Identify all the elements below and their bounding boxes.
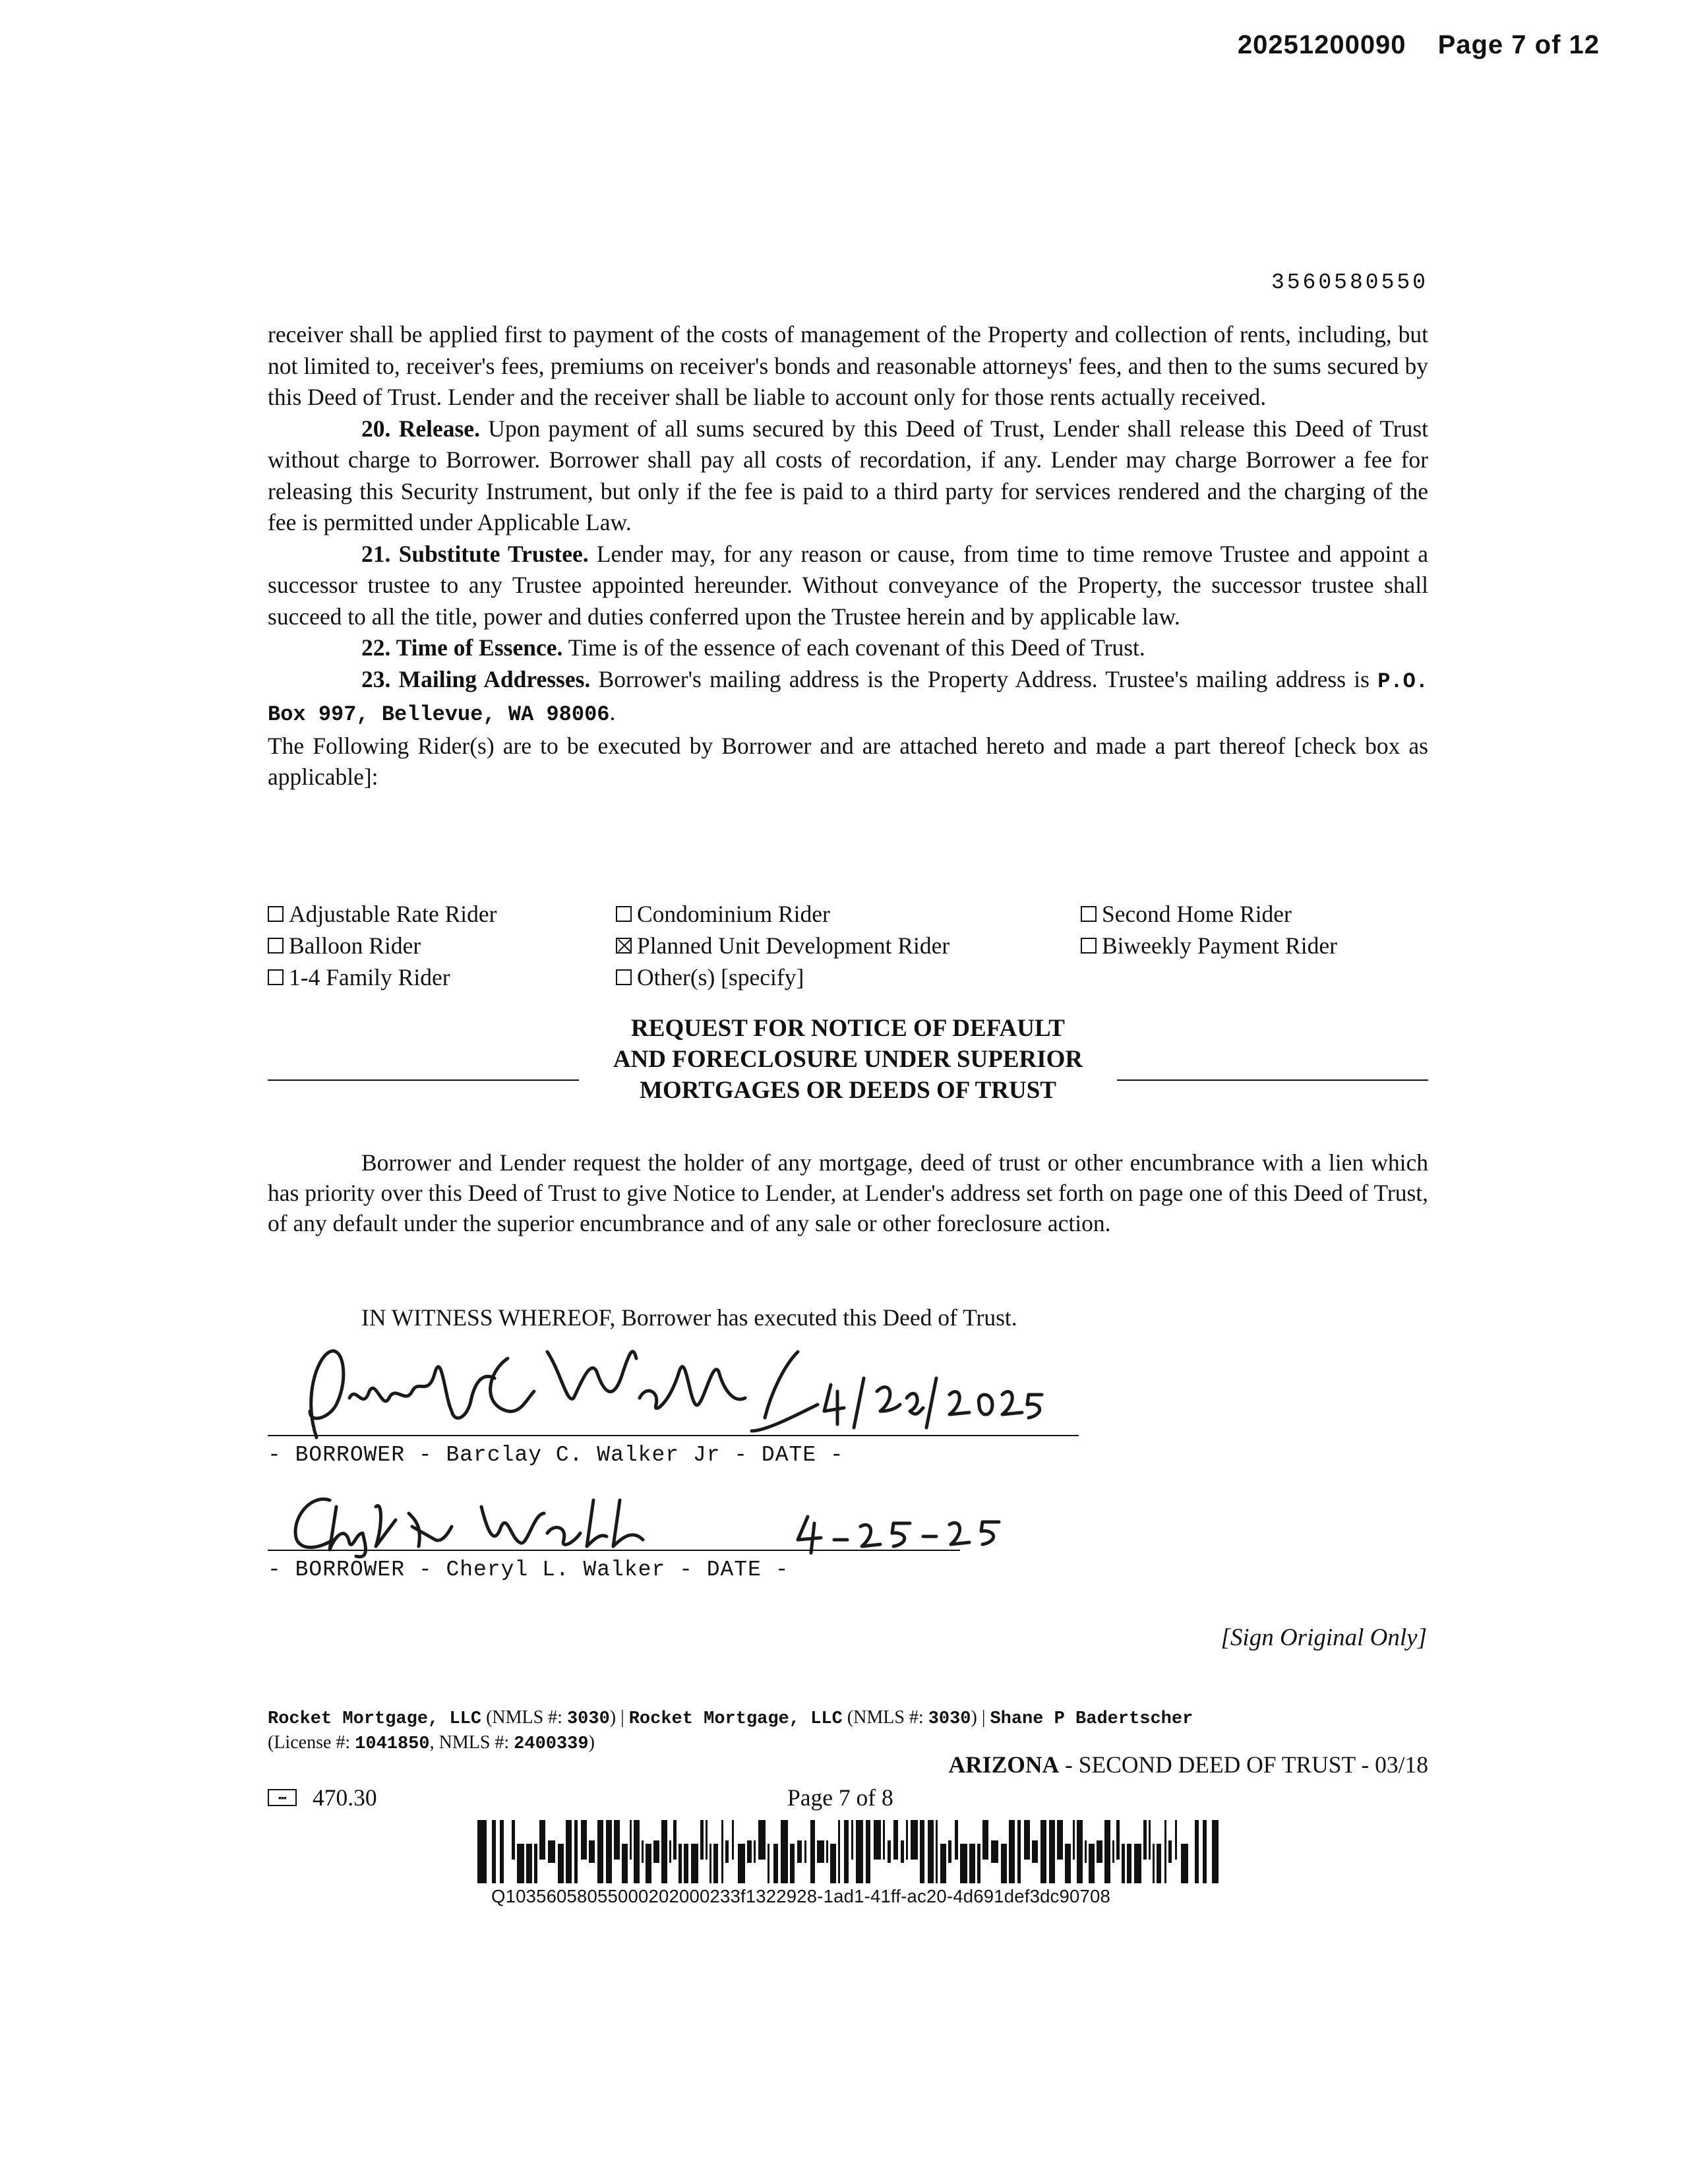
barcode-bar: [901, 1840, 904, 1863]
receiver-paragraph: receiver shall be applied first to payment of the costs of management of the Property and collection of rents, including, but not limited to, receiver's fees, premiums on receiver's bonds and reasonable attorneys' fees, and then to the sums secured by this Deed of Trust. Lender and the receiver shall be liable to account only for those rents actually received.: [268, 321, 1428, 410]
barcode-bar: [1017, 1820, 1021, 1883]
barcode-bar: [1143, 1820, 1147, 1860]
separator: ) |: [609, 1707, 629, 1728]
checkbox-icon[interactable]: [1081, 938, 1097, 954]
barcode-bar: [1049, 1820, 1055, 1883]
barcode-bar: [1116, 1820, 1120, 1860]
barcode-bar: [1001, 1844, 1007, 1883]
section-20: [268, 413, 1428, 539]
borrower-2-caption: - BORROWER - Cheryl L. Walker - DATE -: [268, 1558, 789, 1582]
barcode-bar: [1153, 1844, 1155, 1883]
barcode-bar: [1175, 1820, 1177, 1860]
rider-checklist: [268, 898, 1441, 993]
barcode-bar: [982, 1820, 988, 1860]
heading-line-3: MORTGAGES OR DEEDS OF TRUST: [640, 1077, 1056, 1104]
recording-page: Page 7 of 12: [1437, 30, 1600, 59]
barcode-bar: [940, 1844, 946, 1883]
borrower-2-signature-line: [268, 1550, 960, 1551]
section-21: [268, 539, 1428, 633]
heading-rule-right: [1117, 1079, 1428, 1081]
borrower-1-signature-line: [268, 1435, 1079, 1436]
license-end: ): [588, 1732, 595, 1753]
checkbox-icon[interactable]: [268, 969, 284, 985]
checkbox-checked-icon[interactable]: [616, 938, 632, 954]
section-22-heading: 22. Time of Essence.: [361, 634, 563, 661]
section-21-heading: 21. Substitute Trustee.: [361, 540, 589, 567]
barcode-bar: [747, 1840, 752, 1863]
barcode-bar: [738, 1844, 745, 1883]
section-22: [268, 632, 1428, 664]
barcode-text: Q10356058055000202000233f1322928-1ad1-41ff-ac20-4d691def3dc90708: [491, 1886, 1110, 1906]
request-notice-heading: [268, 1013, 1428, 1106]
barcode-bar: [754, 1840, 756, 1863]
barcode-bar: [768, 1844, 769, 1883]
barcode-bar: [700, 1820, 704, 1860]
lender-name: Rocket Mortgage, LLC: [268, 1709, 482, 1729]
barcode-bar: [830, 1844, 836, 1883]
barcode-bar: [1181, 1844, 1188, 1883]
loan-originator: Shane P Badertscher: [990, 1709, 1193, 1729]
form-code-number: 470.30: [313, 1784, 377, 1811]
form-title-text: - SECOND DEED OF TRUST - 03/18: [1059, 1751, 1428, 1778]
barcode-bar: [1195, 1820, 1199, 1883]
barcode-bar: [790, 1844, 795, 1883]
rider-biweekly-payment[interactable]: [1081, 930, 1437, 961]
barcode-bar: [691, 1844, 698, 1883]
barcode-bar: [906, 1820, 908, 1860]
section-23-end: .: [609, 699, 616, 725]
barcode-bar: [1065, 1844, 1071, 1883]
rider-label: 1-4 Family Rider: [289, 964, 450, 990]
rider-adjustable-rate[interactable]: [268, 898, 616, 930]
form-page-number: Page 7 of 8: [787, 1784, 893, 1811]
rider-label: Other(s) [specify]: [637, 964, 804, 990]
nmls-number: 2400339: [514, 1734, 589, 1754]
barcode-bar: [539, 1820, 545, 1860]
barcode-bar: [642, 1840, 644, 1863]
barcode-bar: [669, 1840, 671, 1863]
barcode-bar: [1127, 1844, 1131, 1883]
barcode-bar: [781, 1820, 788, 1883]
barcode-bar: [810, 1820, 815, 1883]
barcode-bar: [589, 1840, 595, 1863]
deed-body: [268, 319, 1428, 793]
heading-line-1: REQUEST FOR NOTICE OF DEFAULT: [631, 1015, 1065, 1042]
barcode-bar: [713, 1844, 718, 1883]
barcode-bar: [928, 1820, 934, 1883]
barcode-bar: [969, 1844, 975, 1883]
barcode-bar: [1085, 1840, 1087, 1863]
barcode-bar: [534, 1844, 537, 1883]
barcode-bar: [684, 1844, 688, 1883]
barcode-bar: [725, 1840, 729, 1863]
checkbox-icon[interactable]: [1081, 906, 1097, 922]
checkbox-icon[interactable]: [616, 969, 632, 985]
checkbox-icon[interactable]: [616, 906, 632, 922]
section-20-heading: 20. Release.: [361, 415, 480, 442]
rider-planned-unit-development[interactable]: [616, 930, 1081, 961]
barcode-bar: [477, 1820, 487, 1883]
barcode-bar: [920, 1820, 924, 1883]
barcode-bar: [1057, 1820, 1063, 1860]
section-20-text: Upon payment of all sums secured by this Deed of Trust, Lender shall release this Deed of Trust without charge to Borrower. Borrower shall pay all costs of recordation, if any. Lender may charge Borrower a fee for releasing this Security Instrument, but only if the fee is paid to a third party for services rendered and the charging of the fee is permitted under Applicable Law.: [268, 415, 1428, 535]
borrower-2-signature: [284, 1487, 811, 1560]
rider-balloon[interactable]: [268, 930, 616, 961]
recording-number: 20251200090: [1237, 30, 1406, 59]
barcode-bar: [851, 1820, 853, 1860]
rider-label: Condominium Rider: [637, 901, 830, 927]
barcode-bar: [1040, 1820, 1046, 1883]
barcode-bar: [838, 1820, 840, 1883]
barcode-bar: [874, 1820, 881, 1860]
nmls-number: 3030: [928, 1709, 971, 1729]
rider-other[interactable]: [616, 961, 1081, 993]
section-23-heading: 23. Mailing Addresses.: [361, 665, 591, 692]
barcode-bar: [574, 1820, 578, 1883]
barcode-bar: [706, 1820, 708, 1860]
barcode-bar: [1097, 1840, 1102, 1863]
barcode-bar: [646, 1844, 651, 1883]
checkbox-icon[interactable]: [268, 938, 284, 954]
form-code: [268, 1784, 377, 1811]
nmls-label: (NMLS #:: [481, 1707, 567, 1728]
nmls-number: 3030: [566, 1709, 610, 1729]
rider-second-home[interactable]: [1081, 898, 1437, 930]
barcode-bar: [773, 1844, 778, 1883]
barcode-bar: [856, 1820, 863, 1883]
barcode-bar: [721, 1820, 723, 1883]
barcode-bar: [653, 1840, 659, 1863]
barcode-bar: [661, 1820, 667, 1883]
barcode-bar: [1168, 1840, 1172, 1863]
barcode-bar: [512, 1820, 515, 1860]
borrower-1-caption: - BORROWER - Barclay C. Walker Jr - DATE -: [268, 1443, 844, 1467]
barcode-bar: [673, 1820, 677, 1860]
barcode-bar: [1009, 1820, 1015, 1883]
barcode-bar: [1104, 1820, 1110, 1883]
rider-label: Balloon Rider: [289, 932, 421, 959]
barcode-bar: [1134, 1844, 1141, 1883]
barcode-bar: [758, 1820, 766, 1860]
barcode-bar: [936, 1820, 938, 1883]
barcode-bar: [888, 1840, 891, 1863]
barcode-bar: [606, 1820, 612, 1883]
section-23-text: Borrower's mailing address is the Property Address. Trustee's mailing address is: [590, 665, 1378, 692]
loan-number: 3560580550: [1271, 270, 1428, 295]
barcode-bar: [500, 1820, 504, 1883]
barcode-bar: [630, 1820, 632, 1860]
rider-label: Planned Unit Development Rider: [637, 932, 950, 959]
barcode-bar: [732, 1820, 734, 1860]
barcode-bar: [1112, 1840, 1114, 1863]
barcode-bar: [977, 1844, 980, 1883]
section-22-text: Time is of the essence of each covenant of this Deed of Trust.: [562, 634, 1145, 661]
barcode-bar: [991, 1840, 998, 1863]
barcode-bar: [817, 1840, 824, 1863]
checkbox-icon[interactable]: [268, 906, 284, 922]
witness-statement: IN WITNESS WHEREOF, Borrower has executed this Deed of Trust.: [361, 1304, 1017, 1331]
barcode-bar: [581, 1820, 587, 1860]
barcode-bar: [911, 1820, 918, 1860]
barcode-bar: [526, 1844, 532, 1883]
barcode-bar: [1157, 1844, 1161, 1883]
barcode-bar: [558, 1844, 564, 1883]
barcode-bar: [622, 1844, 628, 1883]
barcode-bar: [517, 1844, 524, 1883]
barcode-bar: [1122, 1844, 1125, 1883]
barcode-bar: [1032, 1840, 1038, 1863]
barcode-bar: [492, 1820, 496, 1883]
barcode-bar: [678, 1844, 682, 1883]
trustee-address: P.O. Box 997, Bellevue, WA 98006: [268, 669, 1428, 727]
lender-info: [268, 1706, 1428, 1756]
barcode-bar: [634, 1820, 640, 1883]
barcode-bar: [826, 1840, 828, 1863]
barcode-bar: [1212, 1820, 1219, 1883]
barcode-bar: [797, 1840, 802, 1863]
barcode-bar: [548, 1840, 555, 1863]
separator: ) |: [971, 1707, 990, 1728]
form-title: [949, 1751, 1428, 1778]
barcode-bar: [960, 1844, 967, 1883]
barcode-bar: [893, 1820, 898, 1860]
heading-line-2: AND FORECLOSURE UNDER SUPERIOR: [613, 1046, 1083, 1073]
riders-intro: The Following Rider(s) are to be executed by Borrower and are attached hereto and made a part thereof [check box as applicable]:: [268, 732, 1428, 790]
heading-rule-left: [268, 1079, 579, 1081]
barcode-bar: [1149, 1820, 1151, 1860]
barcode-bar: [1024, 1820, 1030, 1860]
barcode-bar: [1164, 1820, 1166, 1883]
request-notice-text: Borrower and Lender request the holder of any mortgage, deed of trust or other encumbrance with a lien which has priority over this Deed of Trust to give Notice to Lender, at Lender's address set forth on page one of this Deed of Trust, of any default under the superior encumbrance and of any sale or other foreclosure action.: [268, 1149, 1428, 1236]
rider-label: Biweekly Payment Rider: [1102, 932, 1337, 959]
barcode-bar: [709, 1844, 711, 1883]
sign-original-note: [Sign Original Only]: [1221, 1624, 1427, 1651]
barcode-bar: [883, 1820, 885, 1860]
recording-stamp: [1238, 30, 1600, 60]
nmls-label: , NMLS #:: [429, 1732, 514, 1753]
section-23: [268, 664, 1428, 731]
barcode-bar: [866, 1820, 870, 1883]
license-label: (License #:: [268, 1732, 355, 1753]
license-number: 1041850: [355, 1734, 430, 1754]
rider-1-4-family[interactable]: [268, 961, 616, 993]
section-21-text: Lender may, for any reason or cause, from time to time remove Trustee and appoint a successor trustee to any Trustee appointed hereunder. Without conveyance of the Property, the successor trustee shall succeed to all the title, power and duties conferred upon the Trustee herein and by applicable law.: [268, 540, 1428, 630]
borrower-1-handwritten-date-icon: [818, 1372, 1081, 1431]
barcode-bar: [844, 1820, 849, 1883]
barcode-bar: [1073, 1820, 1075, 1860]
barcode-bar: [597, 1820, 603, 1883]
barcode-bar: [566, 1820, 572, 1883]
rider-label: Adjustable Rate Rider: [289, 901, 497, 927]
rider-label: Second Home Rider: [1102, 901, 1292, 927]
barcode-bar: [1089, 1844, 1095, 1883]
barcode-bar: [948, 1840, 951, 1863]
lender-name: Rocket Mortgage, LLC: [628, 1709, 843, 1729]
nmls-label: (NMLS #:: [842, 1707, 928, 1728]
barcode-bar: [955, 1820, 958, 1860]
barcode-bar: [1203, 1820, 1207, 1883]
rider-condominium[interactable]: [616, 898, 1081, 930]
barcode-bar: [614, 1820, 620, 1860]
barcode-bar: [1077, 1820, 1083, 1883]
document-form-icon: ▪▪▪: [268, 1789, 297, 1806]
barcode-bar: [804, 1840, 806, 1863]
barcode: [477, 1820, 1224, 1883]
form-state: ARIZONA: [948, 1751, 1060, 1778]
